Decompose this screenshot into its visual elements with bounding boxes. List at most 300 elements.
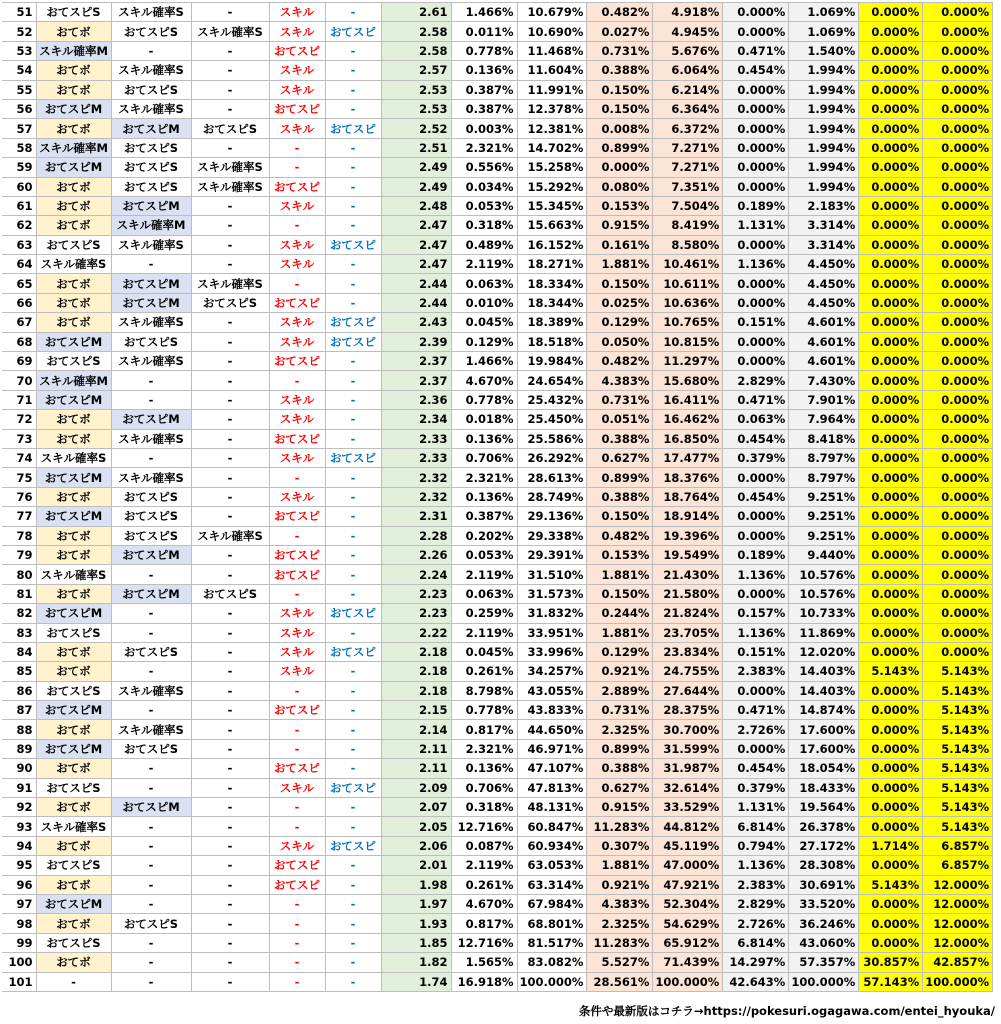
table-row <box>2 836 993 855</box>
value-cell: 18.764% <box>653 487 723 506</box>
sub-skill-cell: - <box>191 856 269 875</box>
value-cell: 0.063% <box>451 274 517 293</box>
sub-skill-cell: - <box>325 138 381 157</box>
sub-skill-cell: - <box>111 759 191 778</box>
value-cell: 2.829% <box>723 894 789 913</box>
sub-skill-cell: - <box>269 739 325 758</box>
rank-cell: 56 <box>2 99 36 118</box>
value-cell: 0.034% <box>451 177 517 196</box>
value-cell: 2.37 <box>381 352 451 371</box>
sub-skill-cell: おてボ <box>36 177 111 196</box>
sub-skill-cell: おてボ <box>36 720 111 739</box>
value-cell: 0.731% <box>587 41 653 60</box>
sub-skill-cell: - <box>191 61 269 80</box>
value-cell: 4.450% <box>789 293 859 312</box>
value-cell: 0.051% <box>587 410 653 429</box>
rank-cell: 79 <box>2 545 36 564</box>
value-cell: 0.050% <box>587 332 653 351</box>
value-cell: 2.383% <box>723 875 789 894</box>
sub-skill-cell: おてスピM <box>36 894 111 913</box>
value-cell: 2.119% <box>451 623 517 642</box>
sub-skill-cell: - <box>325 933 381 952</box>
sub-skill-cell: スキル <box>269 390 325 409</box>
sub-skill-cell: スキル確率S <box>36 817 111 836</box>
value-cell: 42.857% <box>923 953 993 972</box>
value-cell: 0.000% <box>859 448 923 467</box>
value-cell: 0.899% <box>587 468 653 487</box>
value-cell: 26.292% <box>517 448 587 467</box>
value-cell: 0.011% <box>451 22 517 41</box>
table-row <box>2 720 993 739</box>
value-cell: 0.000% <box>923 545 993 564</box>
value-cell: 0.000% <box>923 623 993 642</box>
sub-skill-cell: - <box>36 972 111 991</box>
value-cell: 1.466% <box>451 352 517 371</box>
table-row <box>2 235 993 254</box>
sub-skill-cell: スキル確率S <box>191 274 269 293</box>
sub-skill-cell: スキル確率M <box>111 216 191 235</box>
sub-skill-cell: - <box>191 565 269 584</box>
sub-skill-cell: スキル確率S <box>36 565 111 584</box>
sub-skill-cell: スキル <box>269 332 325 351</box>
value-cell: 2.119% <box>451 255 517 274</box>
value-cell: 5.143% <box>923 759 993 778</box>
value-cell: 2.32 <box>381 487 451 506</box>
value-cell: 0.000% <box>859 61 923 80</box>
value-cell: 0.899% <box>587 739 653 758</box>
value-cell: 0.153% <box>587 545 653 564</box>
sub-skill-cell: スキル <box>269 487 325 506</box>
sub-skill-cell: - <box>325 662 381 681</box>
value-cell: 0.000% <box>859 720 923 739</box>
sub-skill-cell: おてスピM <box>36 158 111 177</box>
value-cell: 0.053% <box>451 196 517 215</box>
sub-skill-cell: - <box>325 429 381 448</box>
sub-skill-cell: - <box>111 836 191 855</box>
value-cell: 0.000% <box>859 177 923 196</box>
value-cell: 0.471% <box>723 701 789 720</box>
value-cell: 46.971% <box>517 739 587 758</box>
sub-skill-cell: - <box>325 255 381 274</box>
value-cell: 18.344% <box>517 293 587 312</box>
rank-cell: 58 <box>2 138 36 157</box>
value-cell: 0.202% <box>451 526 517 545</box>
sub-skill-cell: - <box>191 332 269 351</box>
value-cell: 10.690% <box>517 22 587 41</box>
sub-skill-cell: おてスピS <box>191 584 269 603</box>
value-cell: 18.914% <box>653 507 723 526</box>
sub-skill-cell: - <box>111 778 191 797</box>
value-cell: 57.357% <box>789 953 859 972</box>
value-cell: 8.797% <box>789 448 859 467</box>
sub-skill-cell: スキル確率S <box>36 255 111 274</box>
value-cell: 6.372% <box>653 119 723 138</box>
value-cell: 0.189% <box>723 196 789 215</box>
sub-skill-cell: - <box>325 565 381 584</box>
value-cell: 0.387% <box>451 80 517 99</box>
table-row <box>2 623 993 642</box>
sub-skill-cell: - <box>325 61 381 80</box>
value-cell: 0.000% <box>923 80 993 99</box>
sub-skill-cell: スキル確率S <box>111 99 191 118</box>
value-cell: 2.119% <box>451 856 517 875</box>
sub-skill-cell: スキル確率S <box>111 61 191 80</box>
value-cell: 0.027% <box>587 22 653 41</box>
table-row <box>2 468 993 487</box>
value-cell: 2.49 <box>381 177 451 196</box>
table-row <box>2 914 993 933</box>
value-cell: 60.934% <box>517 836 587 855</box>
value-cell: 63.053% <box>517 856 587 875</box>
rank-cell: 93 <box>2 817 36 836</box>
table-row <box>2 642 993 661</box>
rank-cell: 70 <box>2 371 36 390</box>
value-cell: 30.857% <box>859 953 923 972</box>
sub-skill-cell: - <box>111 623 191 642</box>
sub-skill-cell: おてボ <box>36 61 111 80</box>
sub-skill-cell: - <box>191 255 269 274</box>
value-cell: 2.325% <box>587 720 653 739</box>
value-cell: 15.345% <box>517 196 587 215</box>
value-cell: 1.994% <box>789 80 859 99</box>
value-cell: 2.23 <box>381 584 451 603</box>
sub-skill-cell: おてスピS <box>111 642 191 661</box>
sub-skill-cell: - <box>269 914 325 933</box>
value-cell: 0.000% <box>923 604 993 623</box>
value-cell: 0.053% <box>451 545 517 564</box>
sub-skill-cell: おてスピS <box>36 3 111 22</box>
sub-skill-cell: おてスピM <box>111 119 191 138</box>
value-cell: 15.258% <box>517 158 587 177</box>
sub-skill-cell: スキル確率S <box>111 720 191 739</box>
rank-cell: 76 <box>2 487 36 506</box>
value-cell: 12.000% <box>923 875 993 894</box>
sub-skill-cell: - <box>269 894 325 913</box>
value-cell: 27.644% <box>653 681 723 700</box>
value-cell: 33.951% <box>517 623 587 642</box>
value-cell: 1.994% <box>789 119 859 138</box>
value-cell: 0.731% <box>587 701 653 720</box>
sub-skill-cell: スキル <box>269 313 325 332</box>
value-cell: 0.388% <box>587 429 653 448</box>
rank-cell: 72 <box>2 410 36 429</box>
value-cell: 44.812% <box>653 817 723 836</box>
value-cell: 0.817% <box>451 720 517 739</box>
sub-skill-cell: おてスピM <box>111 293 191 312</box>
value-cell: 10.461% <box>653 255 723 274</box>
sub-skill-cell: - <box>325 739 381 758</box>
value-cell: 33.529% <box>653 798 723 817</box>
value-cell: 0.000% <box>859 390 923 409</box>
value-cell: 2.23 <box>381 604 451 623</box>
sub-skill-cell: - <box>191 972 269 991</box>
value-cell: 9.440% <box>789 545 859 564</box>
value-cell: 11.283% <box>587 933 653 952</box>
sub-skill-cell: - <box>111 953 191 972</box>
sub-skill-cell: スキル <box>269 80 325 99</box>
value-cell: 0.000% <box>859 274 923 293</box>
table-row <box>2 371 993 390</box>
sub-skill-cell: - <box>111 894 191 913</box>
table-row <box>2 953 993 972</box>
value-cell: 0.000% <box>923 3 993 22</box>
sub-skill-cell: おてスピS <box>36 235 111 254</box>
sub-skill-cell: - <box>269 681 325 700</box>
value-cell: 2.24 <box>381 565 451 584</box>
sub-skill-cell: スキル <box>269 196 325 215</box>
table-row <box>2 662 993 681</box>
value-cell: 2.53 <box>381 99 451 118</box>
sub-skill-cell: おてスピS <box>36 623 111 642</box>
value-cell: 19.984% <box>517 352 587 371</box>
value-cell: 54.629% <box>653 914 723 933</box>
sub-skill-cell: - <box>191 798 269 817</box>
value-cell: 11.869% <box>789 623 859 642</box>
value-cell: 2.34 <box>381 410 451 429</box>
table-row <box>2 274 993 293</box>
sub-skill-cell: - <box>191 80 269 99</box>
value-cell: 0.000% <box>723 138 789 157</box>
footer-link[interactable]: 条件や最新版はコチラ→https://pokesuri.ogagawa.com/entei_hyouka/ <box>578 1004 995 1018</box>
sub-skill-cell: おてスピ <box>269 352 325 371</box>
sub-skill-cell: - <box>325 410 381 429</box>
sub-skill-cell: スキル確率S <box>191 526 269 545</box>
rank-cell: 53 <box>2 41 36 60</box>
sub-skill-cell: - <box>191 99 269 118</box>
sub-skill-cell: - <box>191 507 269 526</box>
table-row <box>2 255 993 274</box>
sub-skill-cell: - <box>325 352 381 371</box>
value-cell: 1.93 <box>381 914 451 933</box>
sub-skill-cell: - <box>191 778 269 797</box>
sub-skill-cell: おてスピ <box>269 293 325 312</box>
sub-skill-cell: おてスピS <box>111 507 191 526</box>
value-cell: 31.599% <box>653 739 723 758</box>
sub-skill-cell: おてスピ <box>269 545 325 564</box>
sub-skill-cell: おてスピ <box>325 836 381 855</box>
sub-skill-cell: - <box>191 3 269 22</box>
sub-skill-cell: おてスピS <box>36 681 111 700</box>
value-cell: 11.604% <box>517 61 587 80</box>
sub-skill-cell: - <box>191 448 269 467</box>
value-cell: 2.33 <box>381 448 451 467</box>
value-cell: 0.731% <box>587 390 653 409</box>
sub-skill-cell: おてボ <box>36 196 111 215</box>
value-cell: 1.136% <box>723 856 789 875</box>
value-cell: 12.020% <box>789 642 859 661</box>
value-cell: 1.994% <box>789 61 859 80</box>
sub-skill-cell: - <box>111 972 191 991</box>
table-row <box>2 352 993 371</box>
value-cell: 12.000% <box>923 933 993 952</box>
value-cell: 10.679% <box>517 3 587 22</box>
value-cell: 18.389% <box>517 313 587 332</box>
sub-skill-cell: - <box>269 933 325 952</box>
sub-skill-cell: スキル確率S <box>111 468 191 487</box>
value-cell: 0.151% <box>723 642 789 661</box>
value-cell: 1.85 <box>381 933 451 952</box>
sub-skill-cell: スキル <box>269 662 325 681</box>
value-cell: 0.000% <box>923 138 993 157</box>
value-cell: 0.045% <box>451 642 517 661</box>
sub-skill-cell: おてスピ <box>325 604 381 623</box>
value-cell: 1.136% <box>723 255 789 274</box>
sub-skill-cell: - <box>325 487 381 506</box>
value-cell: 0.000% <box>923 371 993 390</box>
value-cell: 0.000% <box>923 565 993 584</box>
value-cell: 0.000% <box>723 3 789 22</box>
sub-skill-cell: - <box>269 953 325 972</box>
value-cell: 29.338% <box>517 526 587 545</box>
value-cell: 0.000% <box>859 3 923 22</box>
value-cell: 7.964% <box>789 410 859 429</box>
value-cell: 0.379% <box>723 448 789 467</box>
sub-skill-cell: - <box>325 80 381 99</box>
value-cell: 0.000% <box>923 99 993 118</box>
value-cell: 2.48 <box>381 196 451 215</box>
rank-cell: 81 <box>2 584 36 603</box>
value-cell: 0.000% <box>923 429 993 448</box>
value-cell: 15.292% <box>517 177 587 196</box>
table-row <box>2 507 993 526</box>
value-cell: 2.18 <box>381 681 451 700</box>
value-cell: 0.000% <box>723 293 789 312</box>
sub-skill-cell: - <box>191 759 269 778</box>
value-cell: 0.000% <box>859 235 923 254</box>
sub-skill-cell: おてボ <box>36 875 111 894</box>
value-cell: 0.080% <box>587 177 653 196</box>
table-row <box>2 3 993 22</box>
value-cell: 0.000% <box>723 99 789 118</box>
value-cell: 29.136% <box>517 507 587 526</box>
sub-skill-cell: おてスピ <box>325 22 381 41</box>
value-cell: 0.000% <box>923 448 993 467</box>
table-row <box>2 701 993 720</box>
sub-skill-cell: おてスピM <box>111 798 191 817</box>
value-cell: 16.152% <box>517 235 587 254</box>
sub-skill-cell: おてスピS <box>111 487 191 506</box>
value-cell: 24.654% <box>517 371 587 390</box>
table-row <box>2 448 993 467</box>
sub-skill-cell: - <box>325 856 381 875</box>
value-cell: 60.847% <box>517 817 587 836</box>
sub-skill-cell: - <box>325 274 381 293</box>
value-cell: 6.214% <box>653 80 723 99</box>
value-cell: 4.945% <box>653 22 723 41</box>
value-cell: 0.000% <box>859 933 923 952</box>
value-cell: 11.297% <box>653 352 723 371</box>
value-cell: 2.829% <box>723 371 789 390</box>
value-cell: 0.129% <box>587 642 653 661</box>
rank-cell: 78 <box>2 526 36 545</box>
value-cell: 0.000% <box>859 332 923 351</box>
value-cell: 1.714% <box>859 836 923 855</box>
sub-skill-cell: おてボ <box>36 545 111 564</box>
sub-skill-cell: おてボ <box>36 953 111 972</box>
value-cell: 4.601% <box>789 313 859 332</box>
sub-skill-cell: - <box>191 953 269 972</box>
value-cell: 31.573% <box>517 584 587 603</box>
value-cell: 2.119% <box>451 565 517 584</box>
rank-cell: 54 <box>2 61 36 80</box>
value-cell: 19.396% <box>653 526 723 545</box>
sub-skill-cell: - <box>269 817 325 836</box>
value-cell: 5.527% <box>587 953 653 972</box>
sub-skill-cell: おてスピ <box>269 507 325 526</box>
value-cell: 2.39 <box>381 332 451 351</box>
sub-skill-cell: おてボ <box>36 119 111 138</box>
rank-cell: 85 <box>2 662 36 681</box>
value-cell: 21.824% <box>653 604 723 623</box>
sub-skill-cell: - <box>111 604 191 623</box>
sub-skill-cell: - <box>191 196 269 215</box>
value-cell: 14.403% <box>789 662 859 681</box>
value-cell: 1.994% <box>789 99 859 118</box>
sub-skill-cell: - <box>325 390 381 409</box>
table-row <box>2 817 993 836</box>
value-cell: 0.025% <box>587 293 653 312</box>
sub-skill-cell: おてボ <box>36 584 111 603</box>
sub-skill-cell: - <box>111 817 191 836</box>
sub-skill-cell: - <box>325 798 381 817</box>
value-cell: 2.47 <box>381 216 451 235</box>
value-cell: 6.814% <box>723 933 789 952</box>
value-cell: 2.726% <box>723 914 789 933</box>
sub-skill-cell: - <box>191 545 269 564</box>
value-cell: 4.450% <box>789 255 859 274</box>
value-cell: 0.189% <box>723 545 789 564</box>
value-cell: 28.749% <box>517 487 587 506</box>
sub-skill-cell: - <box>325 681 381 700</box>
table-row <box>2 138 993 157</box>
value-cell: 14.297% <box>723 953 789 972</box>
value-cell: 4.383% <box>587 371 653 390</box>
sub-skill-cell: - <box>325 720 381 739</box>
value-cell: 4.450% <box>789 274 859 293</box>
value-cell: 2.726% <box>723 720 789 739</box>
value-cell: 83.082% <box>517 953 587 972</box>
sub-skill-cell: おてスピM <box>111 545 191 564</box>
sub-skill-cell: - <box>191 487 269 506</box>
value-cell: 2.321% <box>451 739 517 758</box>
sub-skill-cell: スキル確率M <box>36 138 111 157</box>
value-cell: 100.000% <box>923 972 993 991</box>
value-cell: 0.000% <box>587 158 653 177</box>
sub-skill-cell: - <box>269 468 325 487</box>
value-cell: 16.918% <box>451 972 517 991</box>
value-cell: 6.814% <box>723 817 789 836</box>
value-cell: 5.143% <box>923 701 993 720</box>
value-cell: 5.143% <box>923 778 993 797</box>
sub-skill-cell: スキル確率S <box>111 681 191 700</box>
sub-skill-cell: スキル <box>269 642 325 661</box>
rank-cell: 64 <box>2 255 36 274</box>
value-cell: 0.157% <box>723 604 789 623</box>
rank-cell: 61 <box>2 196 36 215</box>
value-cell: 0.454% <box>723 61 789 80</box>
value-cell: 0.454% <box>723 759 789 778</box>
sub-skill-cell: おてスピS <box>111 22 191 41</box>
value-cell: 0.471% <box>723 41 789 60</box>
sub-skill-cell: - <box>191 410 269 429</box>
value-cell: 0.045% <box>451 313 517 332</box>
table-row <box>2 119 993 138</box>
sub-skill-cell: - <box>269 526 325 545</box>
sub-skill-cell: - <box>191 623 269 642</box>
value-cell: 1.74 <box>381 972 451 991</box>
value-cell: 16.462% <box>653 410 723 429</box>
value-cell: 2.05 <box>381 817 451 836</box>
